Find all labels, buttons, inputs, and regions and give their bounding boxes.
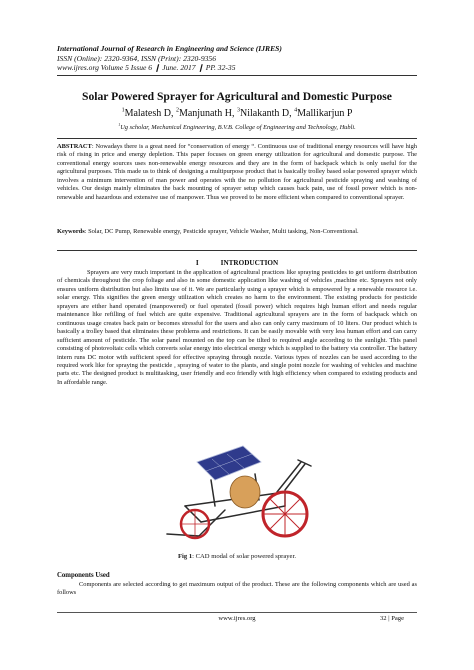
author-2-sup: 2	[175, 107, 179, 114]
journal-header	[57, 44, 417, 73]
author-2-name: Manjunath H,	[178, 108, 237, 119]
introduction-text: Sprayers are very much important in the application of agricultural practices like spraying pesticides to get uniform distribution of chemicals throughout the crop foliage and also in some domestic application like washing of vehicles ,machine etc. Sprayers not only ensures uniform distribution but also limits use of it. We are particularly using a sprayer which is empowered by a renewable resource i.e. solar energy. This signifies the green energy utilization which creates no harm to the environment. The existing products for pesticide sprayers are either hand operated (manpowered) or fuel operated (fossil power) which requires high human effort and needs regular maintenance like refilling of fuel which are quite expensive. Traditional agricultural sprayers are in the form of backpack which on continuous usage creates back pain or becomes stressful for the users and also can only carry maximum of 10 liters. Our product which is basically a trolley based that eliminates these problems and restrictions. It can be easily movable with very less human effort and can carry sufficient amount of pesticide. The solar panel mounted on the top can be tilted to required angle according to the sunlight. This panel consisting of photovoltaic cells which converts solar energy into electrical energy which is supplied to the battery via controller. The battery intern runs DC motor with sufficient speed for effective spraying through nozzle. Various types of nozzles can be used according to the required work like for spraying the pesticide , spraying of water to the plants, and single point nozzle for washing of vehicles and machine parts etc. The designed product is multitasking, user friendly and eco friendly with high efficiency when compared to existing products and In affordable range.	[57, 269, 417, 386]
author-4-name: Mallikarjun P	[297, 108, 353, 119]
author-1-sup: 1	[121, 107, 125, 114]
components-heading: Components Used	[57, 572, 110, 579]
issn-line: ISSN (Online): 2320-9364, ISSN (Print): 2320-9356	[57, 53, 217, 63]
front-wheel	[181, 510, 209, 538]
journal-name: International Journal of Research in Engineering and Science (IJRES)	[57, 44, 282, 53]
components-text: Components are selected according to get maximum output of the product. These are the following components which are used as follows	[57, 581, 417, 597]
footer-url: www.ijres.org	[218, 615, 256, 622]
figure-caption	[57, 553, 417, 560]
keywords-label: Keywords	[57, 228, 85, 235]
page-number: 32 | Page	[380, 615, 405, 622]
author-4-sup: 4	[294, 107, 298, 114]
abstract-text: : Nowadays there is a great need for “conservation of energy “. Continuous use of traditional energy resources will have high risk of rising in price and energy depletion. This paper focuses on green energy utilization for agricultural and domestic purpose. The conventional energy sources uses non-renewable energy resources and they are in the form of backpack which is only useful for the agricultural purposes. This made us to think of designing a multipurpose product that is basically trolley based solar powered sprayer which involves a minimum intervention of man power and operates with the no pollution for agricultural pesticide spraying and washing of vehicles. Our design mainly eliminates the back mounting of sprayer setup which causes back pain, use of fossil power which is non-renewable and hazardous and extensive use of manpower. Thus we proved to be more efficient when compared to conventional sprayer.	[57, 143, 417, 201]
solar-panel	[197, 446, 261, 480]
abstract-top-rule	[57, 138, 417, 139]
affiliation-sup: 1	[118, 122, 121, 127]
volume-line: www.ijres.org Volume 5 Issue 6 ❙ June. 2017 ❙ PP. 32-35	[57, 63, 236, 73]
abstract	[57, 143, 417, 202]
keywords-text: : Solar, DC Pump, Renewable energy, Pesticide sprayer, Vehicle Washer, Multi tasking, Non-Conventional.	[84, 228, 359, 235]
abstract-label: ABSTRACT	[57, 143, 92, 150]
figure-caption-text: : CAD modal of solar powered sprayer.	[192, 553, 296, 560]
section-number: I	[195, 259, 199, 267]
affiliation-text: Ug scholar, Mechanical Engineering, B.V.B. College of Engineering and Technology, Hubli.	[120, 124, 356, 131]
section-heading	[57, 259, 417, 267]
paper-title: Solar Powered Sprayer for Agricultural and Domestic Purpose	[82, 90, 392, 103]
figure-label: Fig 1	[178, 553, 193, 560]
sprayer-cad-figure	[165, 440, 315, 546]
rear-wheel	[263, 492, 307, 536]
keywords	[57, 228, 417, 236]
author-3-sup: 3	[237, 107, 240, 114]
author-3-name: Nilakanth D,	[240, 108, 295, 119]
footer-rule	[57, 612, 417, 613]
section-title: INTRODUCTION	[220, 259, 279, 267]
pesticide-tank	[230, 476, 260, 508]
affiliation	[40, 124, 434, 131]
abstract-bottom-rule	[57, 250, 417, 251]
author-list	[40, 108, 434, 119]
author-1-name: Malatesh D,	[124, 108, 176, 119]
header-rule	[57, 75, 417, 76]
